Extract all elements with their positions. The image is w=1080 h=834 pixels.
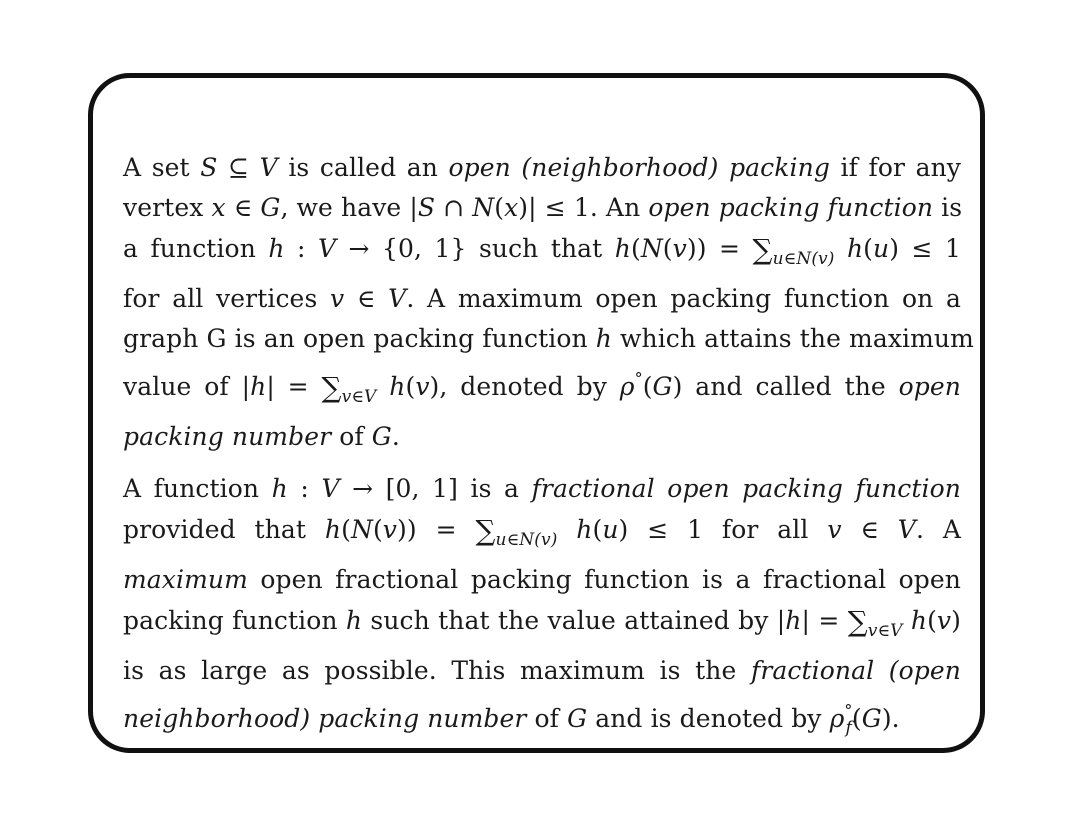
term-packing-number: packing number: [123, 422, 332, 451]
line: packing number of G.: [123, 422, 400, 451]
term-open-packing-function: open packing function: [648, 193, 934, 222]
open-packing-definition: [123, 148, 974, 457]
line: A set S ⊆ V is called an open (neighborhood) packing if for any: [123, 153, 962, 182]
term-maximum: maximum: [123, 565, 248, 594]
line: provided that $h(N(v)) = \sum_{u\in N(v)}$ h(u) ≤ 1 for all v ∈ V. A: [123, 514, 961, 550]
term-neighborhood-packing-number: neighborhood) packing number: [123, 704, 527, 733]
term-open: open: [898, 372, 962, 401]
term-open-packing: open (neighborhood) packing: [448, 153, 830, 182]
fractional-packing-definition: [123, 469, 961, 748]
line: A function h : V → [0, 1] is a fractional open packing function: [123, 474, 962, 503]
line: graph G is an open packing function h which attains the maximum: [123, 324, 974, 353]
line: value of $|h| = \sum_{v\in V}$ h(v), denoted by ρ°(G) and called the open: [123, 369, 962, 407]
line: maximum open fractional packing function is a fractional open: [123, 565, 961, 594]
line: neighborhood) packing number of G and is denoted by $\rho^\circ_f(G)$.: [123, 701, 900, 738]
definition-text: [123, 148, 974, 748]
line: for all vertices v ∈ V. A maximum open packing function on a: [123, 284, 962, 313]
term-fractional-open-packing-function: fractional open packing function: [531, 474, 962, 503]
line: packing function h such that the value attained by $|h| = \sum_{v\in V}$ h(v): [123, 605, 962, 641]
line: vertex x ∈ G, we have |S ∩ N(x)| ≤ 1. An open packing function is: [123, 193, 963, 222]
line: a function h : V → {0, 1} such that $h(N(v)) = \sum_{u\in N(v)}$ h(u) ≤ 1: [123, 233, 961, 269]
line: is as large as possible. This maximum is the fractional (open: [123, 656, 961, 685]
term-fractional-open: fractional (open: [750, 656, 961, 685]
